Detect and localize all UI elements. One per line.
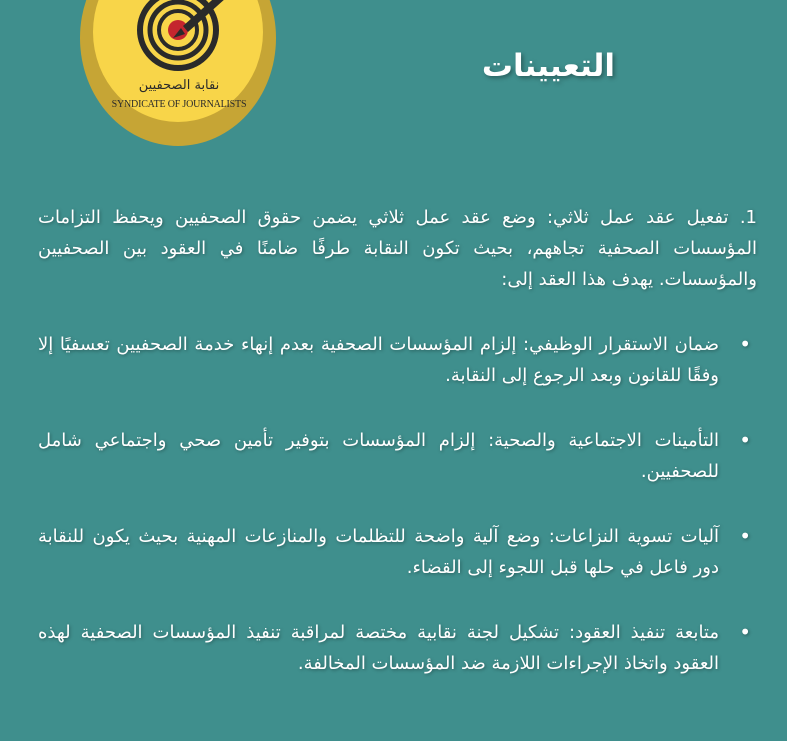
point-insurance: • التأمينات الاجتماعية والصحية: إلزام المؤسسات بتوفير تأمين صحي واجتماعي شامل للصحفيين. (38, 425, 757, 487)
point-job-stability: • ضمان الاستقرار الوظيفي: إلزام المؤسسات الصحفية بعدم إنهاء خدمة الصحفيين تعسفيًا إلا وفقًا للقانون وبعد الرجوع إلى النقابة. (38, 329, 757, 391)
point-contract-monitoring: • متابعة تنفيذ العقود: تشكيل لجنة نقابية مختصة لمراقبة تنفيذ المؤسسات الصحفية لهذه العقود واتخاذ الإجراءات اللازمة ضد المؤسسات المخالفة. (38, 617, 757, 679)
logo-arabic-name: نقابة الصحفيين (138, 78, 220, 93)
syndicate-logo (80, 0, 276, 146)
logo-badge (93, 0, 263, 122)
points-list (38, 329, 757, 679)
page-title: التعيينات (481, 48, 615, 84)
intro-paragraph: 1. تفعيل عقد عمل ثلاثي: وضع عقد عمل ثلاثي يضمن حقوق الصحفيين ويحفظ التزامات المؤسسات الصحفية تجاههم، بحيث تكون النقابة طرفًا ضامنًا في العقود بين الصحفيين والمؤسسات. يهدف هذا العقد إلى: (38, 207, 757, 290)
logo-english-name: SYNDICATE OF JOURNALISTS (111, 99, 247, 110)
content-body (38, 202, 757, 679)
point-dispute-resolution: • آليات تسوية النزاعات: وضع آلية واضحة للتظلمات والمنازعات المهنية بحيث يكون للنقابة دور فاعل في حلها قبل اللجوء إلى القضاء. (38, 521, 757, 583)
